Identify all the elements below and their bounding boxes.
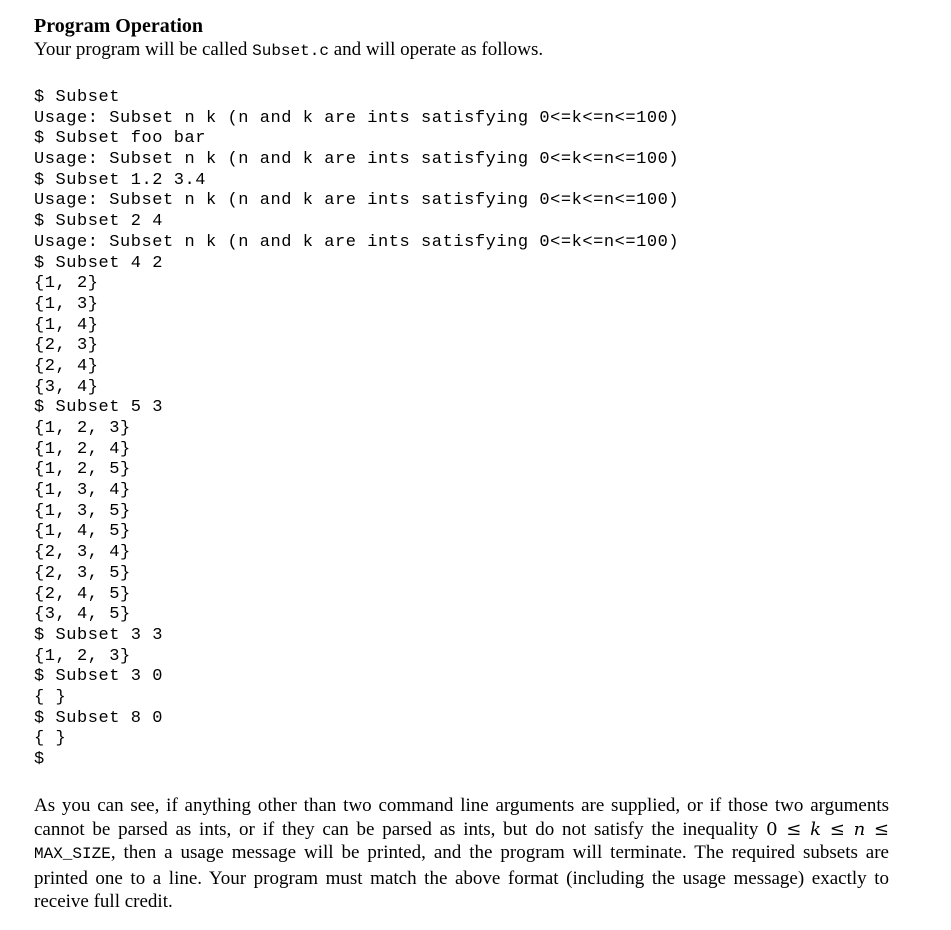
terminal-command-line: $ — [34, 750, 45, 769]
section-heading: Program Operation — [34, 15, 204, 37]
terminal-command-line: $ Subset — [34, 88, 121, 107]
explanation-paragraph — [34, 794, 889, 914]
intro-sentence — [34, 38, 894, 63]
terminal-command-line: $ Subset 5 3 — [34, 398, 164, 418]
terminal-output-line: {1, 4} — [34, 315, 99, 335]
terminal-command-line: $ Subset 3 3 — [34, 625, 164, 645]
inequality-n: n — [853, 818, 866, 840]
inequality-k: k — [810, 818, 822, 840]
terminal-output-line: { } — [34, 687, 67, 707]
terminal-output-line: {2, 3, 4} — [34, 543, 131, 563]
terminal-output-line: Usage: Subset n k (n and k are ints satisfying 0<=k<=n<=100) — [34, 108, 680, 128]
explanation-text-1: As you can see, if anything other than two command line arguments are supplied, or if those two arguments cannot be parsed as ints, or if they can be parsed as ints, but do not satisfy the inequality — [34, 795, 889, 840]
terminal-output-line: {1, 2} — [34, 274, 99, 294]
terminal-command-line: $ Subset 2 4 — [34, 212, 164, 232]
terminal-output-line: {3, 4} — [34, 377, 99, 397]
intro-text-after: and will operate as follows. — [328, 39, 544, 60]
terminal-command-line: $ Subset 1.2 3.4 — [34, 170, 207, 190]
terminal-output-line: {1, 3} — [34, 294, 99, 314]
terminal-transcript — [34, 88, 679, 771]
terminal-output-line: Usage: Subset n k (n and k are ints satisfying 0<=k<=n<=100) — [34, 191, 680, 211]
terminal-command-line: $ Subset foo bar — [34, 129, 207, 149]
terminal-output-line: {2, 4} — [34, 356, 99, 376]
inequality — [766, 819, 889, 840]
terminal-output-line: {2, 3, 5} — [34, 563, 131, 583]
terminal-output-line: {1, 2, 4} — [34, 439, 131, 459]
terminal-command-line: $ Subset 3 0 — [34, 667, 164, 687]
inequality-le-3: ≤ — [865, 818, 890, 840]
terminal-output-line: {2, 4, 5} — [34, 584, 131, 604]
terminal-output-line: {1, 4, 5} — [34, 522, 131, 542]
terminal-command-line: $ Subset 8 0 — [34, 708, 164, 728]
terminal-output-line: {1, 2, 3} — [34, 646, 131, 666]
document-page — [34, 14, 894, 912]
terminal-output-line: {1, 2, 3} — [34, 419, 131, 438]
terminal-command-line: $ Subset 4 2 — [34, 253, 164, 273]
terminal-output-line: {1, 3, 5} — [34, 501, 131, 521]
terminal-output-line: {2, 3} — [34, 336, 99, 356]
inequality-zero: 0 — [766, 818, 778, 840]
inequality-le-2: ≤ — [821, 818, 854, 840]
terminal-output-line: {1, 3, 4} — [34, 481, 131, 501]
terminal-output-line: {3, 4, 5} — [34, 605, 131, 625]
program-filename: Subset.c — [252, 42, 329, 60]
terminal-output-line: { } — [34, 729, 67, 749]
max-size-constant: MAX_SIZE — [34, 845, 111, 863]
intro-text-before: Your program will be called — [34, 39, 253, 60]
explanation-text-2: , then a usage message will be printed, and the program will terminate. The required subsets are printed one to a line. Your program must match the above format (including the usage message) exactly to receive full credit. — [34, 842, 889, 912]
terminal-output-line: Usage: Subset n k (n and k are ints satisfying 0<=k<=n<=100) — [34, 150, 680, 170]
terminal-output-line: {1, 2, 5} — [34, 460, 131, 480]
terminal-output-line: Usage: Subset n k (n and k are ints satisfying 0<=k<=n<=100) — [34, 232, 680, 252]
inequality-le-1: ≤ — [777, 818, 811, 840]
